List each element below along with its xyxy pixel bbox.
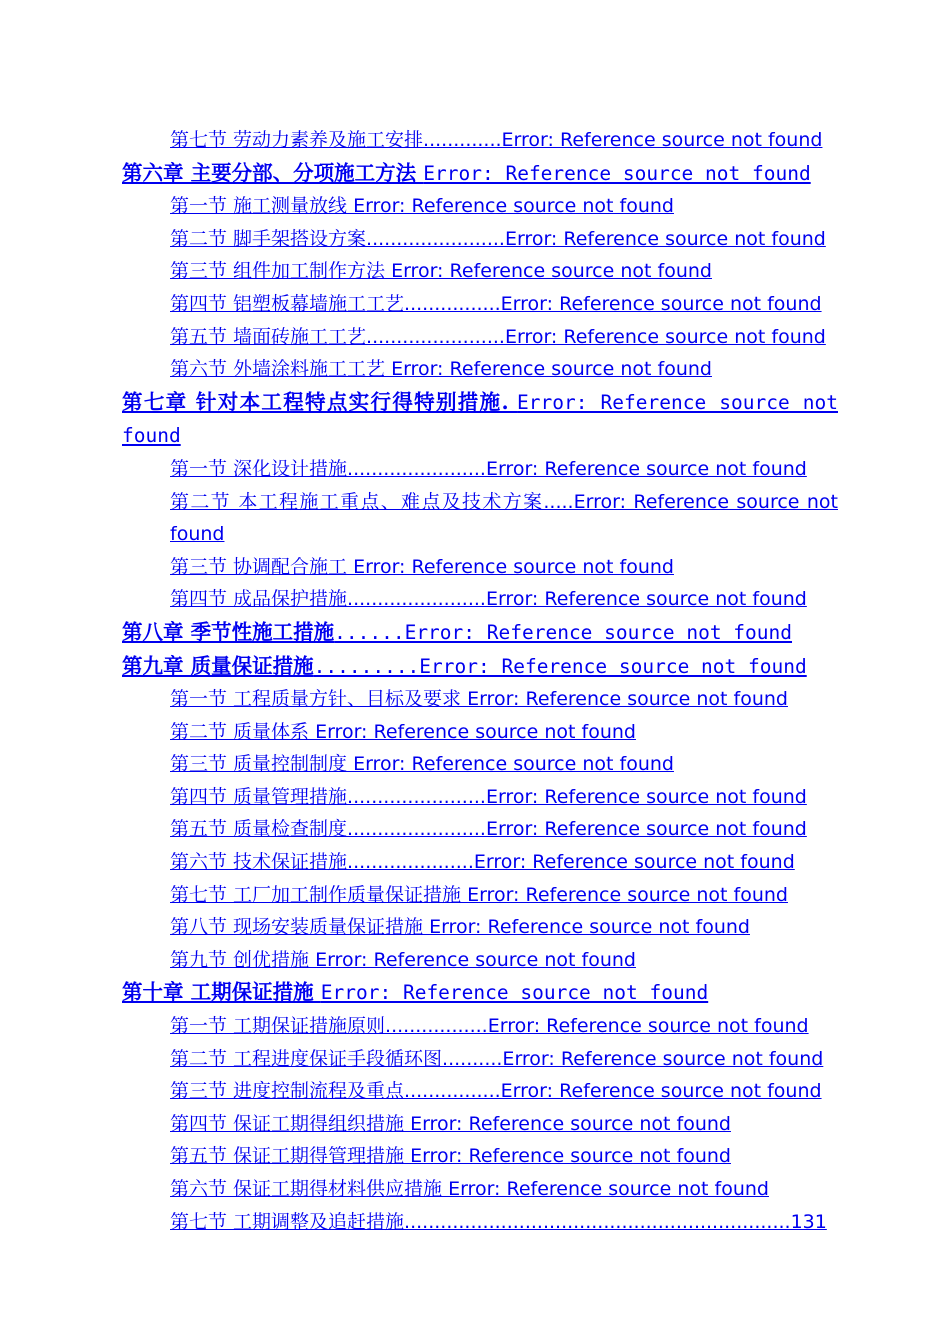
toc-entry[interactable]: 第一节 深化设计措施.......................Error: Reference source not found — [170, 457, 807, 480]
toc-entry[interactable]: 第一节 施工测量放线 Error: Reference source not found — [170, 195, 674, 218]
toc-chapter-entry[interactable]: 第六章 主要分部、分项施工方法 Error: Reference source not found — [122, 160, 811, 185]
toc-entry[interactable]: 第五节 质量检查制度.......................Error: Reference source not found — [170, 818, 807, 841]
toc-entry[interactable]: 第一节 工程质量方针、目标及要求 Error: Reference source not found — [170, 688, 788, 711]
toc-entry[interactable]: 第四节 铝塑板幕墙施工工艺................Error: Reference source not found — [170, 292, 822, 315]
toc-entry[interactable]: 第一节 工期保证措施原则.................Error: Reference source not found — [170, 1015, 809, 1038]
table-of-contents — [122, 124, 838, 1238]
toc-entry[interactable]: 第三节 组件加工制作方法 Error: Reference source not found — [170, 260, 712, 283]
toc-entry[interactable]: 第四节 质量管理措施.......................Error: Reference source not found — [170, 785, 807, 808]
toc-entry[interactable]: 第七节 工期调整及追赶措施................................................................131 — [170, 1210, 827, 1233]
toc-chapter-entry[interactable]: 第十章 工期保证措施 Error: Reference source not found — [122, 980, 709, 1005]
toc-entry[interactable]: 第二节 本工程施工重点、难点及技术方案.....Error: Reference source not found — [170, 490, 838, 546]
toc-chapter-entry[interactable]: 第七章 针对本工程特点实行得特别措施. Error: Reference source not found — [122, 389, 838, 448]
toc-entry[interactable]: 第四节 成品保护措施.......................Error: Reference source not found — [170, 588, 807, 611]
toc-entry[interactable]: 第三节 质量控制制度 Error: Reference source not found — [170, 753, 674, 776]
toc-entry[interactable]: 第二节 脚手架搭设方案.......................Error: Reference source not found — [170, 227, 826, 250]
toc-entry[interactable]: 第四节 保证工期得组织措施 Error: Reference source not found — [170, 1112, 731, 1135]
toc-entry[interactable]: 第二节 质量体系 Error: Reference source not found — [170, 720, 636, 743]
toc-chapter-entry[interactable]: 第九章 质量保证措施.........Error: Reference source not found — [122, 653, 807, 678]
toc-entry[interactable]: 第六节 技术保证措施.....................Error: Reference source not found — [170, 851, 795, 874]
toc-entry[interactable]: 第八节 现场安装质量保证措施 Error: Reference source not found — [170, 916, 750, 939]
toc-entry[interactable]: 第六节 保证工期得材料供应措施 Error: Reference source not found — [170, 1178, 769, 1200]
toc-entry[interactable]: 第六节 外墙涂料施工工艺 Error: Reference source not found — [170, 358, 712, 381]
toc-entry[interactable]: 第九节 创优措施 Error: Reference source not found — [170, 948, 636, 971]
toc-entry[interactable]: 第二节 工程进度保证手段循环图..........Error: Reference source not found — [170, 1047, 824, 1070]
toc-entry[interactable]: 第三节 进度控制流程及重点................Error: Reference source not found — [170, 1080, 822, 1103]
toc-entry[interactable]: 第七节 工厂加工制作质量保证措施 Error: Reference source not found — [170, 883, 788, 906]
toc-entry[interactable]: 第七节 劳动力素养及施工安排.............Error: Reference source not found — [170, 129, 823, 151]
toc-entry[interactable]: 第五节 墙面砖施工工艺.......................Error: Reference source not found — [170, 325, 826, 348]
toc-entry[interactable]: 第五节 保证工期得管理措施 Error: Reference source not found — [170, 1145, 731, 1168]
toc-chapter-entry[interactable]: 第八章 季节性施工措施......Error: Reference source not found — [122, 619, 793, 644]
toc-entry[interactable]: 第三节 协调配合施工 Error: Reference source not found — [170, 555, 674, 578]
